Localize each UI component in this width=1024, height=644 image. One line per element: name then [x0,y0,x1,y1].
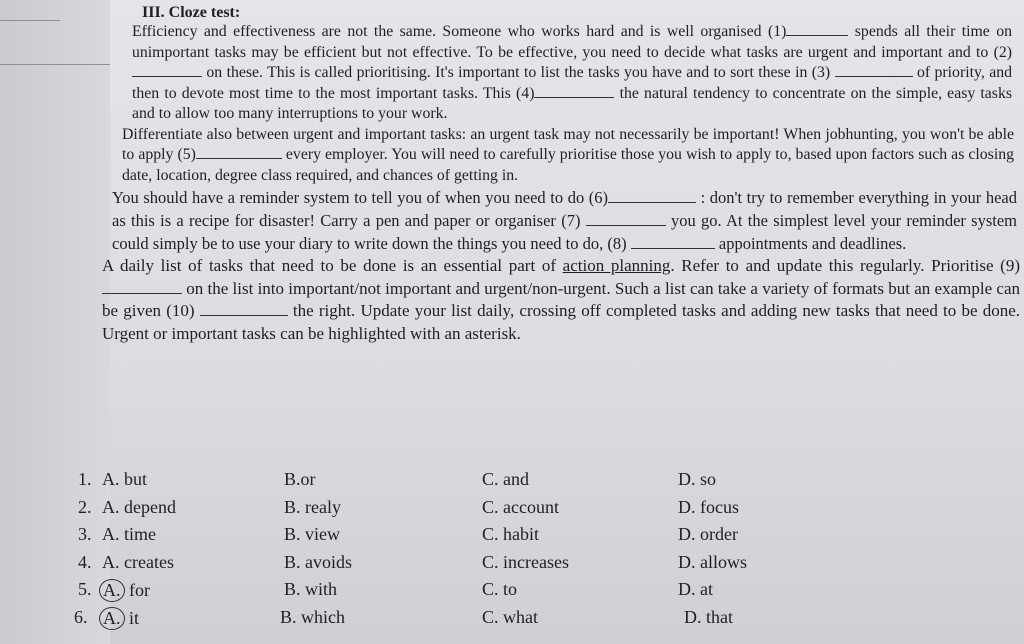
blank-6[interactable] [608,190,696,203]
circled-answer-mark: A. [99,579,125,602]
text-segment: you go. At the simplest level your reminder system could simply be to use your diary to write down the things you need to do, (8) [112,211,1018,253]
option-c[interactable]: C. to [482,579,518,599]
text-segment: appointments and deadlines. [714,234,907,253]
option-b[interactable]: B.or [284,469,316,489]
text-segment: every employer. You will need to carefully prioritise those you wish to apply to, based upon factors such as closing date, location, degree class required, and chances of getting in. [122,146,1015,184]
text-segment: on the list into important/not important and urgent/non-urgent. Such a list can take a variety of formats but an example can be given (10) [102,278,1020,320]
blank-10[interactable] [200,303,288,316]
blank-5[interactable] [196,146,282,159]
text-segment: the natural tendency to concentrate on the simple, easy tasks and to allow too many interruptions to your work. [132,84,1012,122]
option-c[interactable]: C. and [482,469,529,489]
question-number: 6. [74,606,88,627]
blank-3[interactable] [835,64,913,77]
blank-2[interactable] [132,64,202,77]
paragraph-4 [102,255,1020,345]
question-number: 3. [78,524,92,544]
option-a-word: for [129,580,150,600]
option-a[interactable]: A. but [102,469,147,489]
option-a[interactable]: A. depend [102,496,176,517]
option-c[interactable]: C. habit [482,524,539,544]
cloze-test-section [100,4,1020,345]
question-number: 5. [78,579,92,599]
option-d[interactable]: D. focus [678,496,739,517]
paragraph-1 [132,22,1012,125]
text-segment: Efficiency and effectiveness are not the same. Someone who works hard and is well organised (1) [132,23,787,40]
option-a[interactable] [102,579,150,602]
option-c[interactable]: C. account [482,496,559,517]
option-b[interactable]: B. realy [284,496,341,517]
margin-rule [0,20,60,21]
text-segment: spends all their time on unimportant tasks may be efficient but not effective. To be effective, you need to decide what tasks are urgent and important and to (2) [132,23,1012,61]
option-c[interactable]: C. increases [482,551,569,572]
text-segment: Differentiate also between urgent and important tasks: an urgent task may not necessarily be important! When jobhunting, you won't be able to apply (5) [122,125,1014,163]
option-b[interactable]: B. with [284,579,338,599]
option-a[interactable] [102,607,139,630]
text-segment: . Refer to and update this regularly. Prioritise (9) [670,256,1021,275]
margin-rule [0,64,110,65]
question-number: 2. [78,496,92,517]
left-margin [0,0,110,644]
text-segment: : don't try to remember everything in your head as this is a recipe for disaster! Carry a pen and paper or organiser (7) [112,188,1017,230]
blank-8[interactable] [631,236,715,249]
option-d[interactable]: D. allows [678,551,747,572]
option-d[interactable]: D. so [678,469,717,489]
paragraph-2 [122,125,1014,187]
option-a-word: it [129,607,140,628]
blank-9[interactable] [102,281,182,294]
question-number: 1. [78,469,92,489]
option-b[interactable]: B. avoids [284,551,353,572]
option-a[interactable]: A. creates [102,551,174,572]
circled-answer-mark: A. [99,607,125,630]
option-d[interactable]: D. that [684,606,733,627]
blank-1[interactable] [786,23,848,36]
option-b[interactable]: B. view [284,524,340,544]
text-segment: You should have a reminder system to tell you of when you need to do (6) [112,188,609,207]
option-b[interactable]: B. which [280,606,345,627]
blank-4[interactable] [534,85,614,98]
option-a[interactable]: A. time [102,524,156,544]
question-number: 4. [78,551,92,572]
blank-7[interactable] [586,213,666,226]
text-segment: the right. Update your list daily, crossing off completed tasks and adding new tasks that need to be done. Urgent or important tasks can be highlighted with an asterisk. [102,301,1020,343]
underlined-term: action planning [562,256,671,275]
option-d[interactable]: D. at [678,579,713,599]
section-title: III. Cloze test: [142,4,241,21]
paragraph-3 [112,186,1017,255]
text-segment: on these. This is called prioritising. It's important to list the tasks you have and to sort these in (3) [202,64,835,81]
text-segment: A daily list of tasks that need to be done is an essential part of [102,256,563,275]
option-d[interactable]: D. order [678,524,738,544]
option-c[interactable]: C. what [482,606,538,627]
text-segment: of priority, and then to devote most time to the most important tasks. This (4) [132,64,1012,102]
